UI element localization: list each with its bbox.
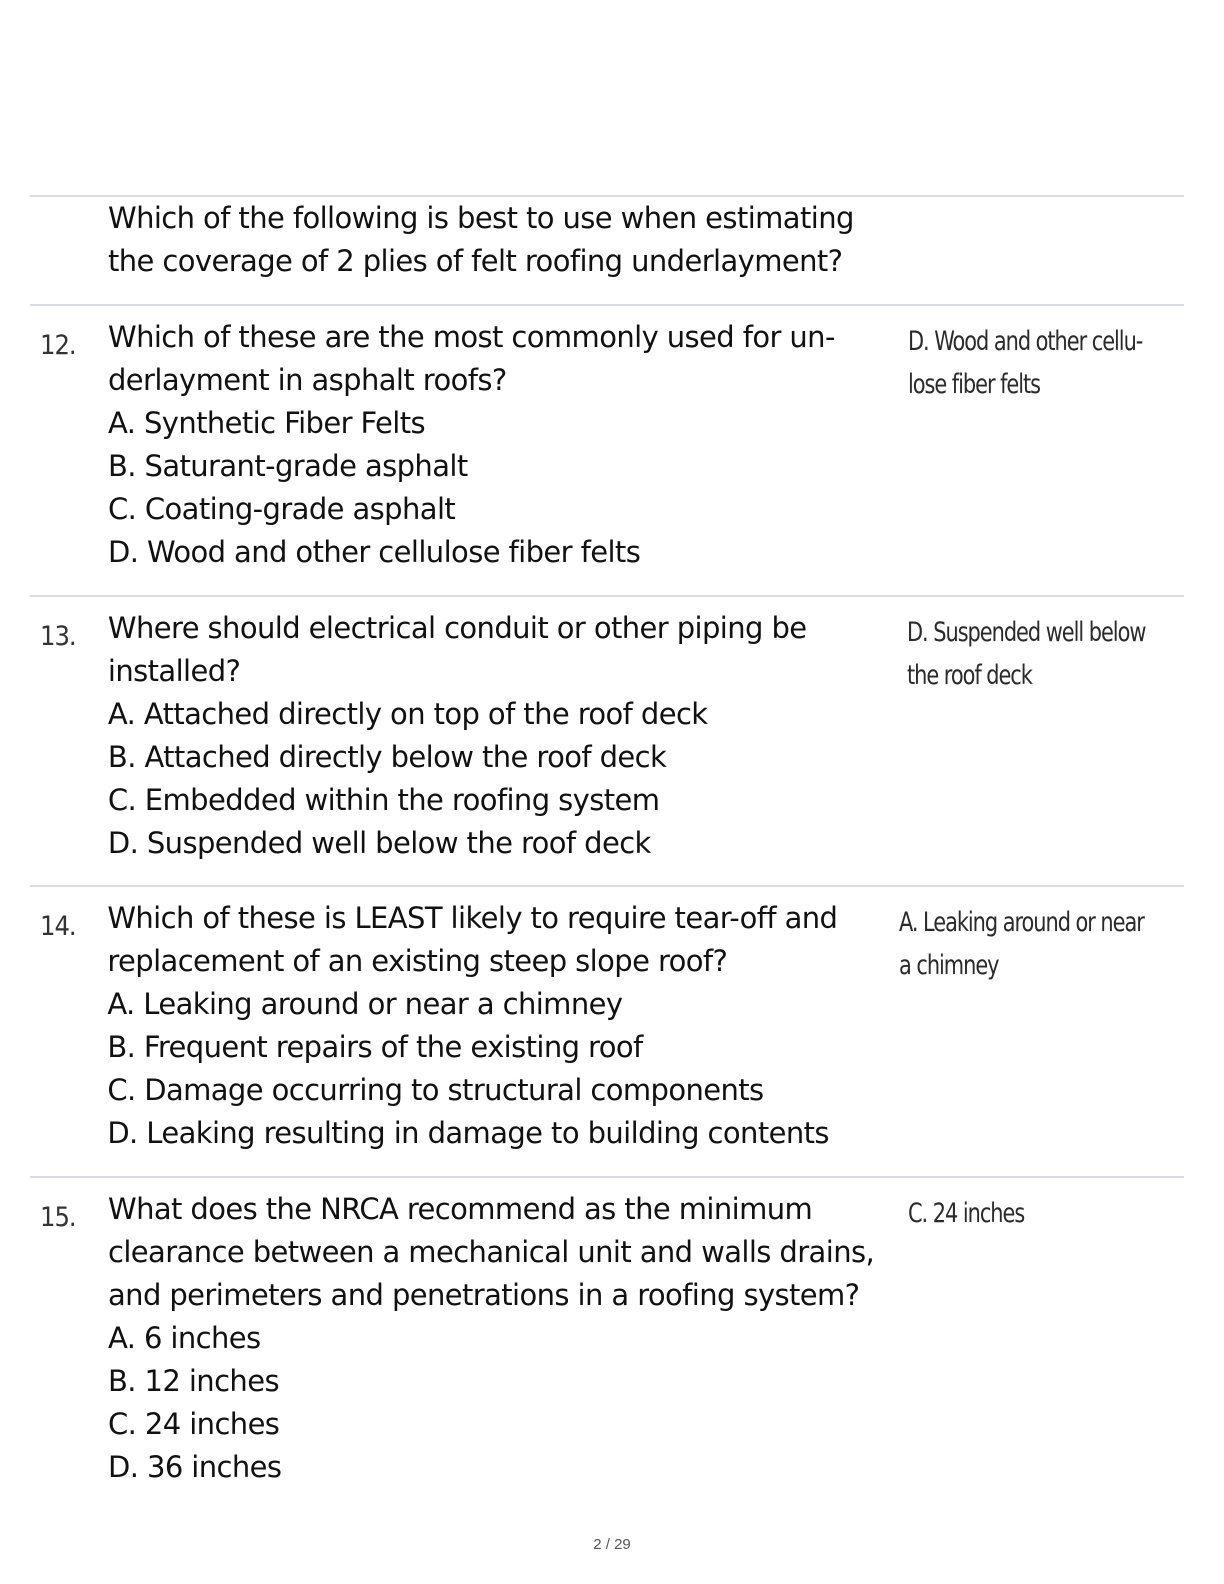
question-text [108, 1188, 908, 1489]
table-row [30, 885, 1184, 1176]
question-text [107, 897, 899, 1155]
question-line: replacement of an existing steep slope roof? [107, 944, 728, 978]
question-number [30, 197, 108, 211]
option-a: A. Leaking around or near a chimney [107, 987, 623, 1021]
option-a: A. 6 inches [108, 1321, 261, 1355]
question-line: What does the NRCA recommend as the minimum [108, 1192, 813, 1226]
answer-line: A. Leaking around or near [899, 907, 1145, 938]
option-d: D. Suspended well below the roof deck [107, 826, 651, 860]
option-d: D. Leaking resulting in damage to building contents [107, 1116, 829, 1150]
answer-line: a chimney [899, 950, 999, 981]
table-row [30, 1176, 1184, 1506]
answer-line: C. 24 inches [908, 1198, 1025, 1229]
option-b: B. Attached directly below the roof deck [107, 740, 667, 774]
question-number: 15. [40, 1202, 76, 1233]
question-number: 13. [40, 621, 76, 652]
answer-text [899, 897, 1144, 987]
table-row [30, 595, 1184, 885]
answer-line: D. Suspended well below [906, 617, 1146, 648]
question-line: and perimeters and penetrations in a roofing system? [108, 1278, 860, 1312]
option-a: A. Synthetic Fiber Felts [108, 406, 425, 440]
question-table [30, 195, 1184, 1506]
question-line: clearance between a mechanical unit and walls drains, [108, 1235, 875, 1269]
question-line: Where should electrical conduit or other piping be [107, 611, 807, 645]
option-d: D. 36 inches [108, 1450, 282, 1484]
option-b: B. Frequent repairs of the existing roof [107, 1030, 643, 1064]
table-row [30, 304, 1184, 595]
option-c: C. Coating-grade asphalt [108, 492, 456, 526]
answer-text [908, 316, 1145, 406]
question-line: installed? [107, 654, 241, 688]
question-line: Which of these are the most commonly used for un- [108, 320, 835, 354]
question-text [108, 607, 907, 865]
option-b: B. Saturant-grade asphalt [108, 449, 468, 483]
answer-text [907, 607, 1145, 697]
question-number: 14. [40, 911, 76, 942]
page-number: 2 / 29 [593, 1536, 631, 1553]
option-a: A. Attached directly on top of the roof deck [107, 697, 708, 731]
question-text [108, 197, 908, 283]
answer-line: D. Wood and other cellu- [908, 326, 1143, 357]
option-c: C. Embedded within the roofing system [107, 783, 660, 817]
question-line: the coverage of 2 plies of felt roofing underlayment? [108, 244, 843, 278]
question-line: Which of these is LEAST likely to require tear-off and [107, 901, 838, 935]
question-line: Which of the following is best to use when estimating [108, 201, 854, 235]
table-row [30, 195, 1184, 304]
option-b: B. 12 inches [108, 1364, 279, 1398]
option-d: D. Wood and other cellulose fiber felts [108, 535, 641, 569]
question-line: derlayment in asphalt roofs? [108, 363, 507, 397]
option-c: C. 24 inches [108, 1407, 280, 1441]
question-text [108, 316, 908, 574]
answer-line: lose fiber felts [908, 369, 1041, 400]
answer-line: the roof deck [906, 660, 1032, 691]
answer-text [908, 197, 1145, 201]
question-number: 12. [40, 330, 76, 361]
answer-text [908, 1188, 1145, 1235]
option-c: C. Damage occurring to structural components [107, 1073, 764, 1107]
